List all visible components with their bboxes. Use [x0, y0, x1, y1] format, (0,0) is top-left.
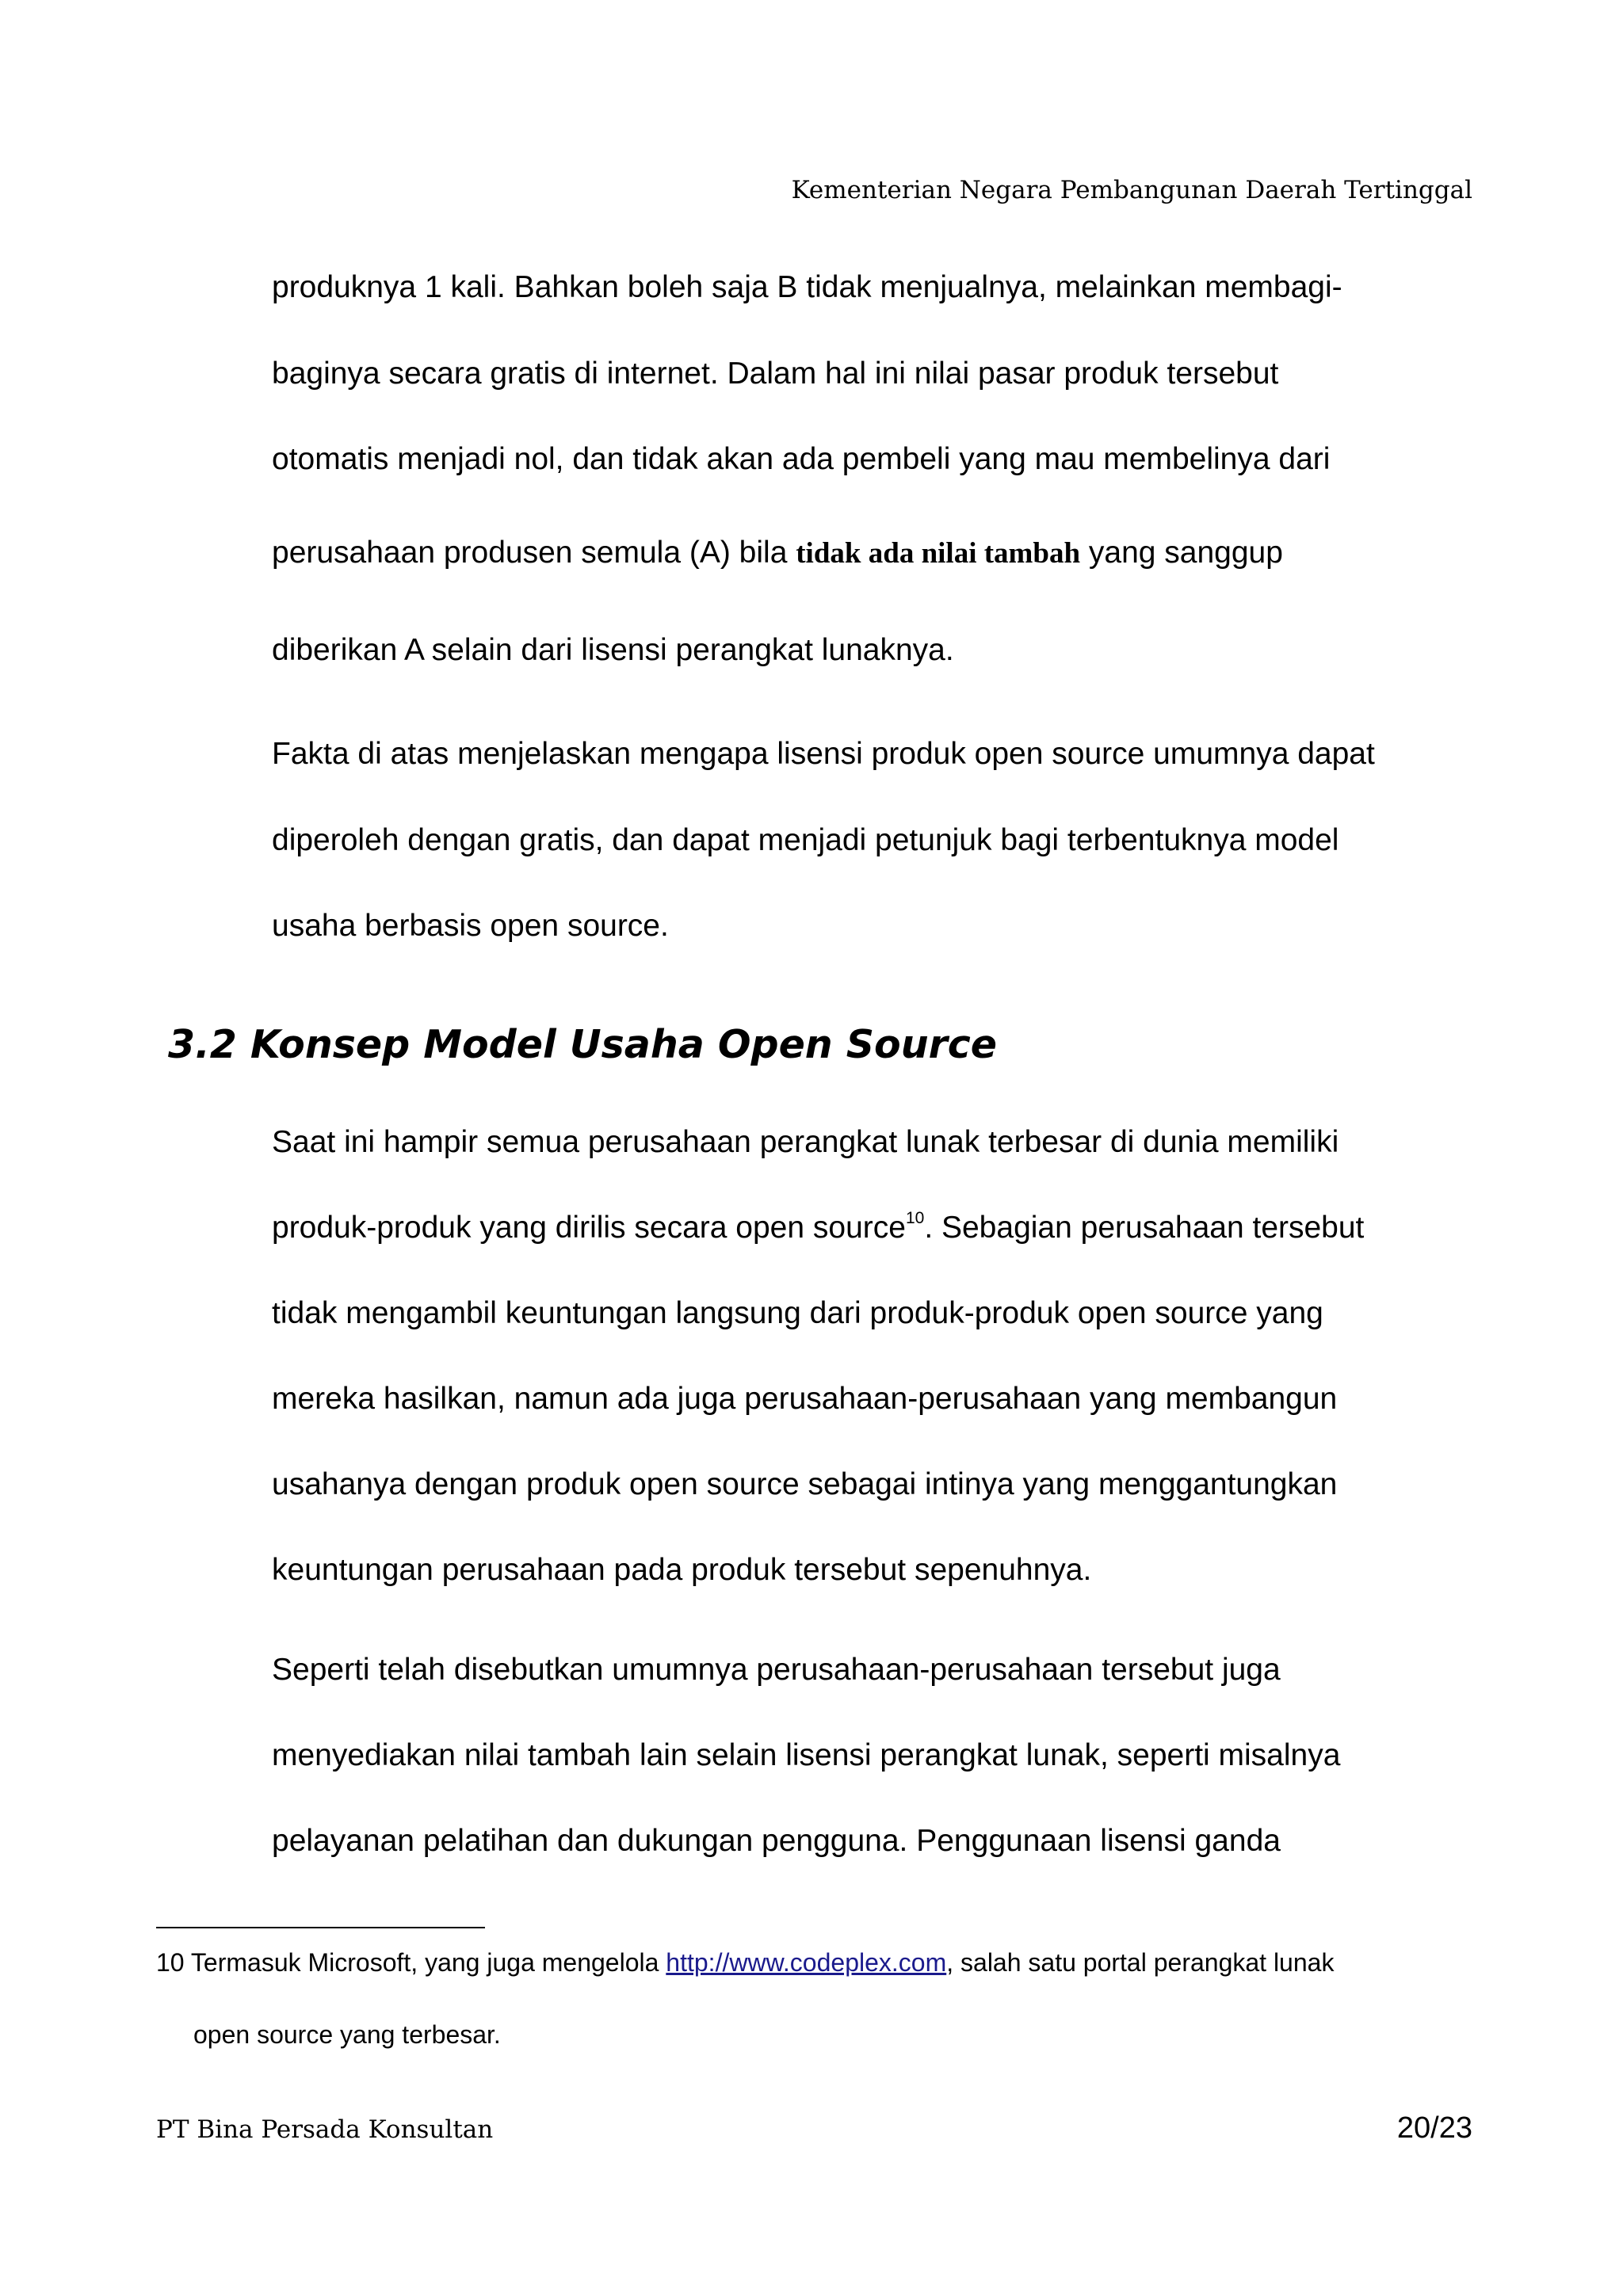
para1-line4-start: perusahaan produsen semula (A) bila: [272, 536, 796, 570]
codeplex-link[interactable]: http://www.codeplex.com: [666, 1948, 947, 1977]
para3-line2-start: produk-produk yang dirilis secara open source: [272, 1211, 906, 1245]
para3-line3: tidak mengambil keuntungan langsung dari produk-produk open source yang: [272, 1296, 1323, 1330]
footnote-text-end: , salah satu portal perangkat lunak: [946, 1948, 1335, 1977]
footnote-line1: [156, 1947, 1334, 1978]
para4-line2: menyediakan nilai tambah lain selain lisensi perangkat lunak, seperti misalnya: [272, 1738, 1341, 1772]
para3-line2: [272, 1210, 1492, 1246]
para1-line5: diberikan A selain dari lisensi perangkat lunaknya.: [272, 633, 954, 667]
para3-line2-end: . Sebagian perusahaan tersebut: [924, 1211, 1365, 1245]
section-heading: 3.2 Konsep Model Usaha Open Source: [168, 1022, 998, 1067]
para3-line4: mereka hasilkan, namun ada juga perusahaan-perusahaan yang membangun: [272, 1382, 1338, 1416]
footnote-line2: open source yang terbesar.: [193, 2020, 501, 2049]
running-header: Kementerian Negara Pembangunan Daerah Tertinggal: [791, 176, 1472, 204]
para2-line3: usaha berbasis open source.: [272, 909, 669, 943]
para4-line1: Seperti telah disebutkan umumnya perusahaan-perusahaan tersebut juga: [272, 1653, 1281, 1687]
footnote-number: 10: [156, 1948, 185, 1977]
para3-line1: Saat ini hampir semua perusahaan perangkat lunak terbesar di dunia memiliki: [272, 1125, 1339, 1159]
para1-line2: baginya secara gratis di internet. Dalam hal ini nilai pasar produk tersebut: [272, 357, 1279, 391]
emphasis-text: tidak ada nilai tambah: [796, 537, 1081, 570]
para4-line3: pelayanan pelatihan dan dukungan pengguna. Penggunaan lisensi ganda: [272, 1824, 1281, 1858]
footnote-ref[interactable]: 10: [905, 1209, 925, 1227]
footer-company: PT Bina Persada Konsultan: [156, 2115, 494, 2144]
para2-line2: diperoleh dengan gratis, dan dapat menjadi petunjuk bagi terbentuknya model: [272, 823, 1339, 857]
page-number: 20/23: [1396, 2111, 1472, 2145]
footnote-text-start: Termasuk Microsoft, yang juga mengelola: [184, 1948, 666, 1977]
para3-line5: usahanya dengan produk open source sebagai intinya yang menggantungkan: [272, 1467, 1338, 1501]
para2-line1: Fakta di atas menjelaskan mengapa lisensi produk open source umumnya dapat: [272, 737, 1375, 771]
para1-line3: otomatis menjadi nol, dan tidak akan ada pembeli yang mau membelinya dari: [272, 442, 1331, 476]
para1-line4: [272, 535, 1492, 572]
para1-line4-end: yang sanggup: [1080, 536, 1283, 570]
footnote-separator: [156, 1927, 485, 1928]
para3-line6: keuntungan perusahaan pada produk tersebut sepenuhnya.: [272, 1553, 1092, 1587]
para1-line1: produknya 1 kali. Bahkan boleh saja B tidak menjualnya, melainkan membagi-: [272, 270, 1342, 304]
